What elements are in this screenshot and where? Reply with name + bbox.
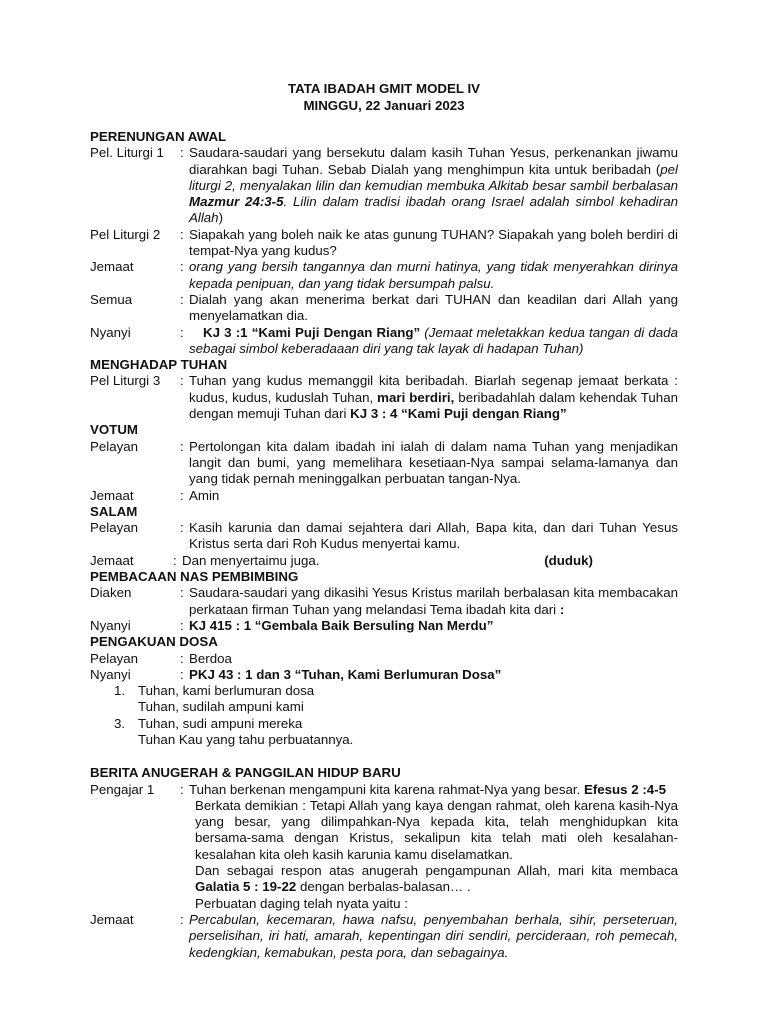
verse-item	[114, 716, 678, 749]
speaker-label: Pel. Liturgi 1	[90, 145, 164, 161]
verse-line: Tuhan Kau yang tahu perbuatannya.	[138, 731, 354, 747]
liturgy-row: Pelayan : Berdoa	[90, 651, 678, 667]
speaker-label: Nyanyi	[90, 617, 131, 633]
liturgy-text: Tuhan berkenan mengampuni kita karena rahmat-Nya yang besar. Efesus 2 :4-5 Berkata demikian : Tetapi Allah yang kaya dengan rahmat, oleh karena kasih-Nya yang besar, yang dilimpahkan-Nya kepada kita, telah menghidupkan kita bersama-sama dengan Kristus, sekalipun kita telah mati oleh kesalahan-kesalahan kita oleh kasih karunia kamu diselamatkan. Dan sebagai respon atas anugerah pengampunan Allah, mari kita membaca Galatia 5 : 19-22 dengan berbalas-balasan… . Perbuatan daging telah nyata yaitu :	[189, 781, 678, 911]
section-heading-salam: SALAM	[90, 503, 138, 519]
speaker-label: Diaken	[90, 585, 132, 601]
liturgy-text: KJ 3 :1 “Kami Puji Dengan Riang” (Jemaat meletakkan kedua tangan di dada sebagai simbol keberadaaan diri yang tak layak di hadapan Tuhan)	[189, 324, 678, 356]
liturgy-text: Pertolongan kita dalam ibadah ini ialah di dalam nama Tuhan yang menjadikan langit dan bumi, yang memelihara kesetiaan-Nya sampai selama-lamanya dan yang tidak pernah meninggalkan perbuatan tangan-Nya.	[189, 438, 678, 487]
liturgy-text: Tuhan yang kudus memanggil kita beribadah. Biarlah segenap jemaat berkata : kudus, kudus, kuduslah Tuhan, mari berdiri, beribadahlah dalam kehendak Tuhan dengan memuji Tuhan dari KJ 3 : 4 “Kami Puji dengan Riang”	[189, 373, 678, 422]
liturgy-row: Nyanyi : KJ 415 : 1 “Gembala Baik Bersuling Nan Merdu”	[90, 618, 678, 634]
liturgy-text: Percabulan, kecemaran, hawa nafsu, penyembahan berhala, sihir, perseteruan, perselisihan, iri hati, amarah, kepentingan diri sendiri, percideraan, roh pemecah, kedengkian, kemabukan, pesta pora, dan sebagainya.	[189, 911, 678, 960]
speaker-label: Nyanyi	[90, 666, 131, 682]
song-reference: KJ 3 :1 “Kami Puji Dengan Riang”	[203, 324, 421, 340]
speaker-label: Pengajar 1	[90, 781, 155, 797]
liturgy-text: Amin	[189, 487, 220, 503]
verse-line: Tuhan, sudilah ampuni kami	[138, 699, 304, 715]
speaker-label: Nyanyi	[90, 324, 131, 340]
song-verses	[114, 683, 678, 748]
speaker-label: Jemaat	[90, 911, 134, 927]
stage-direction: (duduk)	[544, 552, 593, 568]
title-line-2: MINGGU, 22 Januari 2023	[303, 98, 465, 113]
liturgy-row: Jemaat : Amin	[90, 488, 678, 504]
liturgy-text: Saudara-saudari yang dikasihi Yesus Kristus marilah berbalasan kita membacakan perkataan firman Tuhan yang melandasi Tema ibadah kita dari :	[189, 585, 678, 617]
section-heading-votum: VOTUM	[90, 422, 139, 438]
liturgy-row: Pengajar 1 : Tuhan berkenan mengampuni kita karena rahmat-Nya yang besar. Efesus 2 :4-5 Berkata demikian : Tetapi Allah yang kaya dengan rahmat, oleh karena kasih-Nya yang besar, yang dilimpahkan-Nya kepada kita, telah menghidupkan kita bersama-sama dengan Kristus, sekalipun kita telah mati oleh kesalahan-kesalahan kita oleh kasih karunia kamu diselamatkan. Dan sebagai respon atas anugerah pengampunan Allah, mari kita membaca Galatia 5 : 19-22 dengan berbalas-balasan… . Perbuatan daging telah nyata yaitu :	[90, 781, 678, 911]
speaker-label: Semua	[90, 291, 133, 307]
speaker-label: Pel Liturgi 3	[90, 373, 161, 389]
song-reference: KJ 415 : 1 “Gembala Baik Bersuling Nan Merdu”	[189, 617, 494, 633]
section-heading-pembacaan: PEMBACAAN NAS PEMBIMBING	[90, 569, 299, 585]
title-line-1: TATA IBADAH GMIT MODEL IV	[287, 81, 481, 96]
liturgy-row: Pel Liturgi 3 : Tuhan yang kudus memanggil kita beribadah. Biarlah segenap jemaat berkata : kudus, kudus, kuduslah Tuhan, mari berdiri, beribadahlah dalam kehendak Tuhan dengan memuji Tuhan dari KJ 3 : 4 “Kami Puji dengan Riang”	[90, 373, 678, 422]
liturgy-row: Jemaat : Percabulan, kecemaran, hawa nafsu, penyembahan berhala, sihir, perseteruan, perselisihan, iri hati, amarah, kepentingan diri sendiri, percideraan, roh pemecah, kedengkian, kemabukan, pesta pora, dan sebagainya.	[90, 911, 678, 960]
verse-number: 1.	[114, 683, 126, 699]
liturgy-row: Nyanyi : PKJ 43 : 1 dan 3 “Tuhan, Kami Berlumuran Dosa”	[90, 667, 678, 683]
verse-line: Tuhan, kami berlumuran dosa	[138, 683, 315, 699]
liturgy-text: orang yang bersih tangannya dan murni hatinya, yang tidak menyerahkan dirinya kepada penipuan, dan yang tidak bersumpah palsu.	[189, 259, 678, 291]
liturgy-text: Berdoa	[189, 650, 232, 666]
liturgy-row: Semua : Dialah yang akan menerima berkat dari TUHAN dan keadilan dari Allah yang menyelamatkan dia.	[90, 291, 678, 324]
document-title	[0, 80, 768, 114]
section-heading-pengakuan: PENGAKUAN DOSA	[90, 634, 218, 650]
liturgy-row: Jemaat : orang yang bersih tangannya dan murni hatinya, yang tidak menyerahkan dirinya kepada penipuan, dan yang tidak bersumpah palsu.	[90, 259, 678, 291]
scripture-reference: Galatia 5 : 19-22	[195, 879, 297, 895]
liturgy-row: Jemaat : Dan menyertaimu juga. (duduk)	[90, 553, 678, 569]
section-heading-menghadap: MENGHADAP TUHAN	[90, 357, 228, 373]
verse-number: 3.	[114, 715, 126, 731]
liturgy-text: Saudara-saudari yang bersekutu dalam kasih Tuhan Yesus, perkenankan jiwamu diarahkan bagi Tuhan. Sebab Dialah yang menghimpun kita untuk beribadah (pel liturgi 2, menyalakan lilin dan kemudian membuka Alkitab besar sambil berbalasan Mazmur 24:3-5. Lilin dalam tradisi ibadah orang Israel adalah simbol kehadiran Allah)	[189, 145, 678, 226]
speaker-label: Jemaat	[90, 487, 134, 503]
section-heading-berita: BERITA ANUGERAH & PANGGILAN HIDUP BARU	[90, 765, 401, 781]
speaker-label: Pel Liturgi 2	[90, 226, 161, 242]
liturgy-text: Dan menyertaimu juga. (duduk)	[182, 552, 593, 568]
speaker-label: Pelayan	[90, 520, 139, 536]
liturgy-text: Dialah yang akan menerima berkat dari TUHAN dan keadilan dari Allah yang menyelamatkan dia.	[189, 291, 678, 324]
section-heading-perenungan: PERENUNGAN AWAL	[90, 129, 227, 144]
song-reference: PKJ 43 : 1 dan 3 “Tuhan, Kami Berlumuran Dosa”	[189, 666, 502, 682]
liturgy-row: Pel Liturgi 2 : Siapakah yang boleh naik ke atas gunung TUHAN? Siapakah yang boleh berdiri di tempat-Nya yang kudus?	[90, 226, 678, 259]
song-reference: KJ 3 : 4 “Kami Puji dengan Riang”	[350, 406, 567, 422]
liturgy-row: Pel. Liturgi 1 : Saudara-saudari yang bersekutu dalam kasih Tuhan Yesus, perkenankan jiwamu diarahkan bagi Tuhan. Sebab Dialah yang menghimpun kita untuk beribadah (pel liturgi 2, menyalakan lilin dan kemudian membuka Alkitab besar sambil berbalasan Mazmur 24:3-5. Lilin dalam tradisi ibadah orang Israel adalah simbol kehadiran Allah)	[90, 145, 678, 226]
liturgy-text: Siapakah yang boleh naik ke atas gunung TUHAN? Siapakah yang boleh berdiri di tempat-Nya yang kudus?	[189, 226, 678, 259]
speaker-label: Pelayan	[90, 650, 139, 666]
liturgy-text: Kasih karunia dan damai sejahtera dari Allah, Bapa kita, dan dari Tuhan Yesus Kristus serta dari Roh Kudus menyertai kamu.	[189, 520, 678, 552]
liturgy-row: Pelayan : Pertolongan kita dalam ibadah ini ialah di dalam nama Tuhan yang menjadikan langit dan bumi, yang memelihara kesetiaan-Nya sampai selama-lamanya dan yang tidak pernah meninggalkan perbuatan tangan-Nya.	[90, 438, 678, 487]
liturgy-row: Pelayan : Kasih karunia dan damai sejahtera dari Allah, Bapa kita, dan dari Tuhan Yesus Kristus serta dari Roh Kudus menyertai kamu.	[90, 520, 678, 552]
speaker-label: Pelayan	[90, 438, 139, 454]
liturgy-row: Diaken : Saudara-saudari yang dikasihi Yesus Kristus marilah berbalasan kita membacakan perkataan firman Tuhan yang melandasi Tema ibadah kita dari :	[90, 585, 678, 617]
liturgy-content	[90, 129, 678, 961]
scripture-reference: Efesus 2 :4-5	[583, 781, 666, 797]
speaker-label: Jemaat	[90, 552, 134, 568]
verse-item	[114, 683, 678, 716]
liturgy-row: Nyanyi : KJ 3 :1 “Kami Puji Dengan Riang” (Jemaat meletakkan kedua tangan di dada sebagai simbol keberadaaan diri yang tak layak di hadapan Tuhan)	[90, 324, 678, 356]
verse-line: Tuhan, sudi ampuni mereka	[138, 715, 303, 731]
speaker-label: Jemaat	[90, 259, 134, 275]
